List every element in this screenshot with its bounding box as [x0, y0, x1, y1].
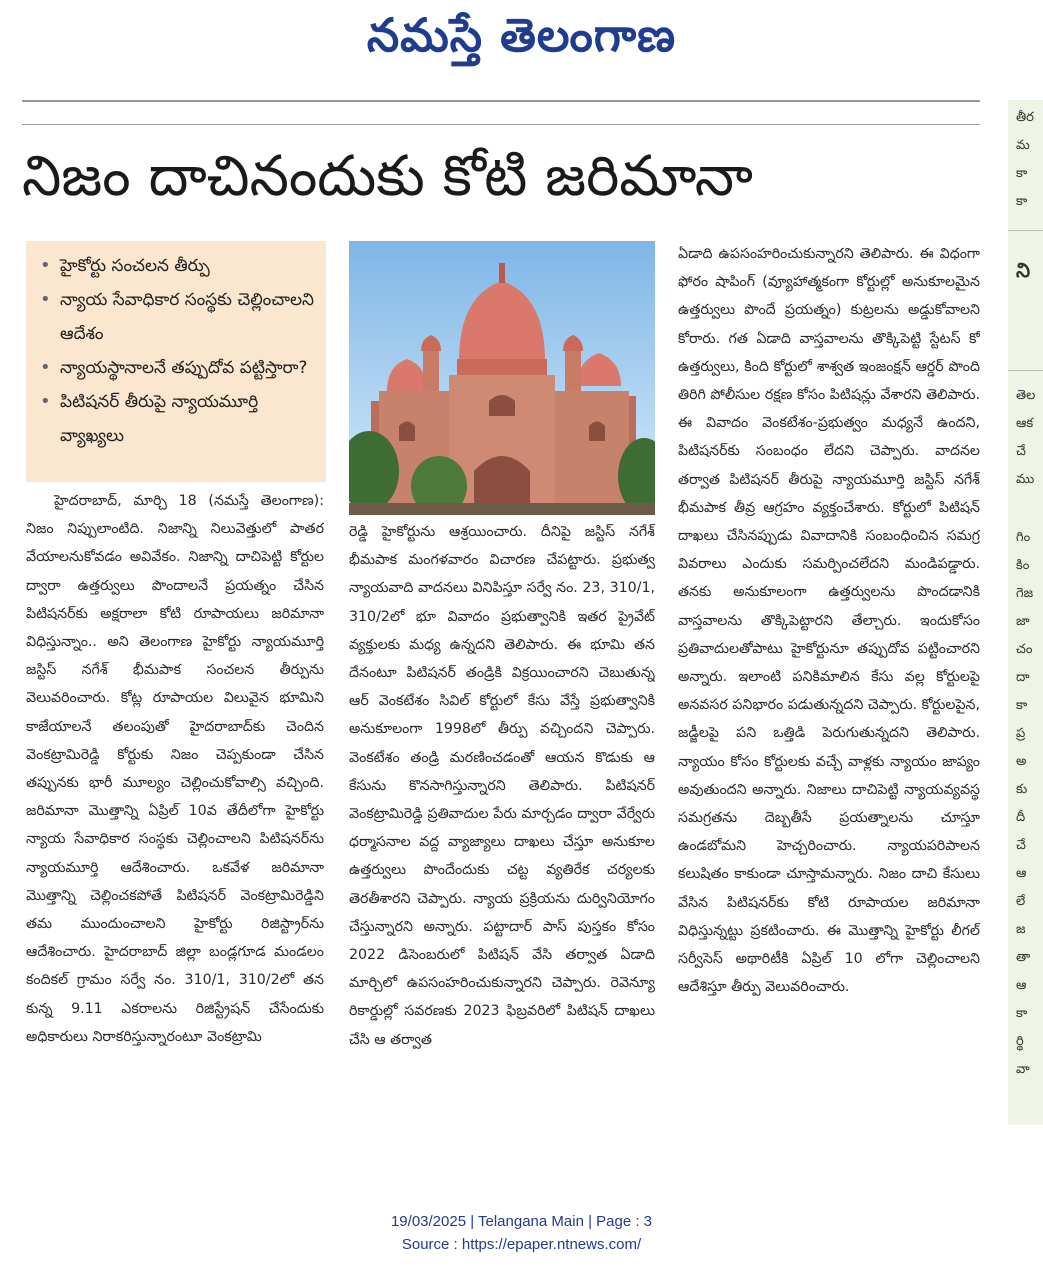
article-column-3 [678, 240, 980, 1132]
article-column-1 [26, 487, 324, 1132]
side-text: కా [1016, 1006, 1028, 1021]
footer-source-link[interactable]: Source : https://epaper.ntnews.com/ [401, 1236, 642, 1253]
article-paragraph: ఏడాది ఉపసంహరించుకున్నారని తెలిపారు. ఈ విధంగా ఫోరం షాపింగ్ (వ్యూహాత్మకంగా కోర్టుల్లో అనుకూలమైన ఉత్తర్వులు పొందే ప్రయత్నం) కుట్రలను అడ్డుకోవాలని కోరారు. గత ఏడాది వాస్తవాలను తొక్కిపెట్టి స్టేటస్ కో ఉత్తర్వులు, కింది కోర్టులో శాశ్వత ఇంజంక్షన్ ఆర్డర్ పొంది తిరిగి పోలీసుల రక్షణ కోసం పిటిషన్లు వేశారని తెలిపారు. ఈ వివాదం వెంకటేశం-ప్రభుత్వం మధ్యనే ఉందని, పిటిషనర్‌కు సంబంధం లేదని చెప్పారు. వాదనల తర్వాత పిటిషనర్ తీరుపై న్యాయమూర్తి జస్టిస్ నగేశ్ భీమపాక తీవ్ర ఆగ్రహం వ్యక్తంచేశారు. కోర్టులో పిటిషన్ దాఖలు చేసినప్పుడు వివాదానికి సంబంధించిన సమగ్ర వివరాలు ఎందుకు సమర్పించలేదని మండిపడ్డారు. తనకు అనుకూలంగా ఉత్తర్వులను పొందడానికి వాస్తవాలను తొక్కిపెట్టారని తేల్చారు. ఇందుకోసం ప్రతివాదులతోపాటు హైకోర్టునూ తప్పుదోవ పట్టించారని అన్నారు. ఇలాంటి పనికిమాలిన కేసు వల్ల కోర్టులపై అనవసర పనిభారం పడుతున్నదని చెప్పారు. కోర్టులపైన, జడ్జీలపై పని ఒత్తిడి పెరుగుతున్నదని తెలిపారు. న్యాయం కోసం కోర్టులకు వచ్చే వాళ్లకు న్యాయం జాప్యం అవుతుందని అన్నారు. నిజాలు దాచిపెట్టి న్యాయవ్యవస్థ సమగ్రతను దెబ్బతీసే ప్రయత్నాలను చూస్తూ ఉండబోమని హెచ్చరించారు. న్యాయపరిపాలన కలుషితం కాకుండా చూస్తామన్నారు. నిజం దాచి కేసులు వేసిన పిటిషనర్‌కు కోటి రూపాయల జరిమానా విధిస్తున్నట్టు ప్రకటించారు. ఈ మొత్తాన్ని హైకోర్టు లీగల్ సర్వీసెస్ అథారిటీకి ఏప్రిల్ 10 లోగా చెల్లించాలని ఆదేశిస్తూ తీర్పు వెలువరించారు. [678, 246, 980, 996]
side-text: చే [1016, 838, 1026, 853]
side-text: అ [1016, 754, 1027, 769]
article-headline: నిజం దాచినందుకు కోటి జరిమానా [22, 144, 753, 209]
highlights-box [26, 241, 326, 482]
side-text: కిం [1016, 558, 1030, 573]
side-text: చే [1016, 444, 1026, 459]
side-divider [1008, 370, 1043, 371]
side-text: జ [1016, 922, 1026, 937]
side-text: ఆక [1016, 416, 1034, 431]
side-text: కా [1016, 698, 1028, 713]
side-divider [1008, 230, 1043, 231]
side-text: లే [1016, 894, 1026, 909]
masthead-logo: నమస్తే తెలంగాణ [366, 8, 677, 62]
adjacent-article-strip [1008, 100, 1043, 1125]
highlight-item: • పిటిషనర్ తీరుపై న్యాయమూర్తి వ్యాఖ్యలు [40, 385, 318, 453]
high-court-photo [349, 241, 655, 515]
article-paragraph: రెడ్డి హైకోర్టును ఆశ్రయించారు. దీనిపై జస్టిస్ నగేశ్ భీమపాక మంగళవారం విచారణ చేపట్టారు. ప్రభుత్వ న్యాయవాది వాదనలు వినిపిస్తూ సర్వే నం. 23, 310/1, 310/2లో భూ వివాదం ప్రభుత్వానికి ఇతర ప్రైవేట్ వ్యక్తులకు మధ్య ఉన్నదని తెలిపారు. ఈ భూమి తన దేనంటూ పిటిషనర్ తండ్రికి విక్రయించారని చెబుతున్న ఆర్ వెంకటేశం సివిల్ కోర్టులో కేసు వేస్తే ప్రభుత్వానికి అనుకూలంగా 1998లో తీర్పు వచ్చిందని చెప్పారు. వెంకటేశం తండ్రి మరణించడంతో ఆయన కొడుకు ఆ కేసును కొనసాగిస్తున్నారని తెలిపారు. పిటిషనర్ వెంకట్రామిరెడ్డి ప్రతివాదుల పేరు మార్చడం ద్వారా వేర్వేరు ధర్మాసనాల వద్ద వ్యాజ్యాలు దాఖలు చేస్తూ అనుకూల ఉత్తర్వులు పొందేందుకు చట్ట వ్యతిరేక చర్యలకు తెరతీశారని చెప్పారు. న్యాయ ప్రక్రియను దుర్వినియోగం చేస్తున్నారని అన్నారు. పట్టాదార్ పాస్ పుస్తకం కోసం 2022 డిసెంబరులో పిటిషన్ వేసి తర్వాత ఏడాది మార్చిలో ఉపసంహరించుకున్నారని చెప్పారు. రెవెన్యూ రికార్డుల్లో సవరణకు 2023 ఫిబ్రవరిలో పిటిషన్ దాఖలు చేసి ఆ తర్వాత [349, 524, 655, 1048]
side-text: ఆ [1016, 978, 1027, 993]
side-text: కా [1016, 166, 1028, 181]
side-text: దీ [1016, 810, 1026, 825]
side-text: కా [1016, 194, 1028, 209]
side-text: జా [1016, 614, 1030, 629]
side-text: గిం [1016, 530, 1031, 545]
side-text: వా [1016, 1062, 1030, 1077]
side-text: ప్ర [1016, 726, 1026, 741]
side-text: తా [1016, 950, 1031, 965]
header-rule [22, 124, 980, 125]
high-court-illustration [349, 241, 655, 515]
highlight-item: • న్యాయస్థానాలనే తప్పుదోవ పట్టిస్తారా? [40, 351, 318, 385]
side-text: గెజ [1016, 586, 1034, 601]
side-text: తీర [1016, 110, 1034, 125]
side-text: ని [1016, 258, 1031, 282]
article-paragraph: హైదరాబాద్, మార్చి 18 (నమస్తే తెలంగాణ): నిజం నిప్పులాంటిది. నిజాన్ని నిలువెత్తులో పాతర వేయాలనుకోవడం అవివేకం. నిజాన్ని దాచిపెట్టి కోర్టుల ద్వారా ఉత్తర్వులు పొందాలనే ప్రయత్నం చేసిన పిటిషనర్‌కు అక్షరాలా కోటి రూపాయలు జరిమానా విధిస్తున్నాం.. అని తెలంగాణ హైకోర్టు న్యాయమూర్తి జస్టిస్ నగేశ్ భీమపాక సంచలన తీర్పును వెలువరించారు. కోట్ల రూపాయల విలువైన భూమిని కాజేయాలనే తలంపుతో హైదరాబాద్‌కు చెందిన వెంకట్రామిరెడ్డి కోర్టుకు నిజం చెప్పకుండా చేసిన తప్పునకు భారీ మూల్యం చెల్లించుకోవాల్సి వచ్చింది. జరిమానా మొత్తాన్ని ఏప్రిల్ 10వ తేదీలోగా హైకోర్టు న్యాయ సేవాధికార సంస్థకు చెల్లించాలని పిటిషనర్‌ను న్యాయమూర్తి ఆదేశించారు. ఒకవేళ జరిమానా మొత్తాన్ని చెల్లించకపోతే పిటిషనర్ వెంకట్రామిరెడ్డిని తమ ముందుంచాలని హైకోర్టు రిజిస్ట్రార్‌ను ఆదేశించారు. హైదరాబాద్ జిల్లా బండ్లగూడ మండలం కందికల్ గ్రామం సర్వే నం. 310/1, 310/2లో తన కున్న 9.11 ఎకరాలను రిజిస్ట్రేషన్ చేసేందుకు అధికారులు నిరాకరిస్తున్నారంటూ వెంకట్రామి [26, 493, 324, 1045]
highlight-item: • హైకోర్టు సంచలన తీర్పు [40, 249, 318, 283]
masthead-rule [22, 100, 980, 102]
side-text: ఆ [1016, 866, 1027, 881]
side-text: తెల [1016, 388, 1036, 403]
side-text: ము [1016, 472, 1035, 487]
article-column-2 [349, 518, 655, 1132]
footer-date-edition: 19/03/2025 | Telangana Main | Page : 3 [390, 1213, 653, 1230]
side-text: కు [1016, 782, 1028, 797]
highlight-item: • న్యాయ సేవాధికార సంస్థకు చెల్లించాలని ఆదేశం [40, 283, 318, 351]
side-text: చం [1016, 642, 1033, 657]
side-text: మ [1016, 138, 1030, 153]
side-text: ర్థి [1016, 1034, 1024, 1049]
side-text: దా [1016, 670, 1030, 685]
